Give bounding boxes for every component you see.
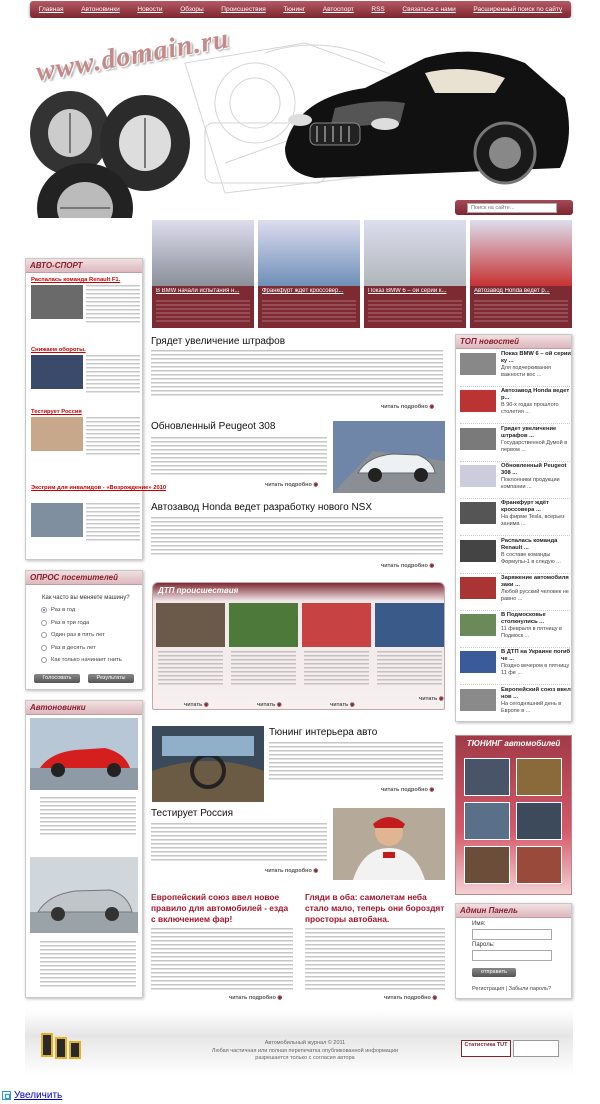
featured-caption-2[interactable]: Показ BMW 6 – ой серии к...: [368, 288, 447, 294]
featured-item-3[interactable]: [470, 220, 572, 328]
tuning-box: [455, 735, 572, 895]
tuning-title: ТЮНИНГ автомобилей: [466, 739, 561, 748]
top-news-image-1[interactable]: [460, 390, 496, 412]
poll-radio-0[interactable]: [41, 607, 47, 613]
dtp-read-1[interactable]: читать ◉: [257, 702, 282, 708]
bottom-article-title-1[interactable]: Европейский союз ввел новое правило для автомобилей - езда с включением фар!: [151, 892, 289, 924]
tires-image: [25, 88, 200, 218]
read-more-1[interactable]: читать подробно ◉: [381, 404, 434, 410]
top-news-item-2[interactable]: [460, 426, 570, 462]
poll-option-1[interactable]: [41, 620, 89, 626]
tuning-image-3[interactable]: [464, 802, 510, 840]
top-news-image-0[interactable]: [460, 353, 496, 375]
results-button[interactable]: Результаты: [88, 674, 134, 683]
nav-link-0[interactable]: Главная: [38, 6, 64, 13]
top-news-title-7[interactable]: В Подмосковье столкнулись ...: [501, 612, 546, 626]
sport-item-text-1: [86, 355, 140, 395]
featured-text-3: [474, 300, 568, 322]
footer-copyright: Автомобильный журнал © 2011: [264, 1040, 346, 1046]
top-news-snippet-0: Для подчеркивания важности вос ...: [501, 365, 552, 378]
top-news-image-3[interactable]: [460, 465, 496, 487]
article-text-2: [151, 437, 327, 477]
bmw-car-image: [275, 28, 573, 203]
article-text-3: [151, 517, 443, 557]
nav-link-7[interactable]: RSS: [371, 6, 385, 13]
featured-text-0: [156, 300, 250, 322]
poll-box: [25, 570, 143, 690]
sport-item-title-2[interactable]: Тестирует Россия: [31, 409, 82, 415]
poll-option-label-2: Один раз в пять лет: [51, 632, 105, 638]
top-news-snippet-2: Государственной Думой в первом ...: [501, 439, 568, 453]
auto-sport-box: [25, 258, 167, 560]
bmw-silver-image[interactable]: [30, 857, 138, 933]
top-news-snippet-1: В 90-х годах прошлого столетия ...: [501, 402, 559, 416]
dtp-text-3: [377, 651, 442, 687]
admin-links[interactable]: Регистрация | Забыли пароль?: [472, 986, 552, 992]
peugeot-image[interactable]: [333, 421, 445, 493]
top-news-item-0[interactable]: [460, 351, 570, 387]
novinki-title: Автоновинки: [26, 701, 142, 715]
tuning-image-6[interactable]: [516, 846, 562, 884]
login-label: Имя:: [472, 921, 486, 927]
poll-radio-3[interactable]: [41, 645, 47, 651]
top-news-title: ТОП новостей: [456, 335, 571, 349]
poll-option-4[interactable]: [41, 657, 122, 663]
tuning-image-5[interactable]: [464, 846, 510, 884]
sport-item-text-2: [86, 417, 140, 457]
top-news-snippet-4: На фирме Tesla, всерьез занима ...: [501, 514, 565, 528]
top-news-item-4[interactable]: [460, 500, 570, 536]
read-more-5[interactable]: читать подробно ◉: [265, 868, 318, 874]
top-news-item-3[interactable]: [460, 463, 570, 499]
password-input[interactable]: [472, 950, 552, 961]
dtp-image-2[interactable]: [302, 603, 371, 647]
top-news-title-1[interactable]: Автозавод Honda ведет р...: [501, 388, 570, 402]
bottom-article-text-2: [305, 928, 445, 990]
driver-image[interactable]: [333, 808, 445, 880]
top-news-title-9[interactable]: Европейский союз ввел нов ...: [501, 686, 571, 700]
vote-button[interactable]: Голосовать: [34, 674, 80, 683]
top-news-title-3[interactable]: Обновленный Peugeot 308 ...: [501, 462, 567, 476]
top-news-image-2[interactable]: [460, 428, 496, 450]
nav-link-3[interactable]: Обзоры: [180, 6, 204, 13]
article-text-5: [151, 823, 327, 863]
read-more-2[interactable]: читать подробно ◉: [265, 482, 318, 488]
sport-item-image-2[interactable]: [31, 417, 83, 451]
search-input[interactable]: [467, 203, 557, 213]
top-news-snippet-8: Поздно вечером в пятницу 11 фе ...: [501, 663, 570, 677]
password-label: Пароль:: [472, 942, 495, 948]
top-news-title-4[interactable]: Франкфурт ждёт кроссовера ...: [501, 500, 549, 514]
stats-counter-2[interactable]: [513, 1040, 559, 1057]
featured-text-2: [368, 300, 462, 322]
article-title-1[interactable]: Грядет увеличение штрафов: [151, 336, 286, 347]
featured-image-0[interactable]: [152, 220, 254, 286]
novinki-box: [25, 700, 143, 998]
dtp-text-0: [158, 651, 223, 687]
top-news-image-5[interactable]: [460, 540, 496, 562]
top-news-title-0[interactable]: Показ BMW 6 – ой серии ку ...: [501, 351, 571, 364]
dtp-image-0[interactable]: [156, 603, 225, 647]
dtp-image-1[interactable]: [229, 603, 298, 647]
site-logo[interactable]: www.domain.ru: [33, 23, 232, 88]
interior-image[interactable]: [152, 726, 264, 802]
sport-item-title-0[interactable]: Распалась команда Renault F1.: [31, 277, 121, 283]
sport-item-title-1[interactable]: Снижаем обороты.: [31, 347, 86, 353]
novinki-text-2: [40, 941, 136, 989]
novinki-text-1: [40, 797, 136, 837]
top-news-title-5[interactable]: Распалась команда Renault ...: [501, 537, 558, 551]
top-news-snippet-5: В составе команды Формулы-1 в следую ...: [501, 551, 561, 565]
sport-item-title-3[interactable]: Экстрим для инвалидов - «Возрождение» 2010: [31, 485, 167, 491]
top-news-image-8[interactable]: [460, 651, 496, 673]
top-news-item-5[interactable]: [460, 538, 570, 574]
login-input[interactable]: [472, 929, 552, 940]
article-title-3[interactable]: Автозавод Honda ведет разработку нового NSX: [151, 502, 373, 513]
honda-nsx-image[interactable]: [30, 718, 138, 790]
zoom-link[interactable]: [2, 1090, 62, 1101]
sport-item-0: [31, 277, 141, 339]
tuning-image-1[interactable]: [464, 758, 510, 796]
featured-caption-0[interactable]: В BMW начали испытания н...: [156, 288, 240, 294]
footer-logo-icon: [40, 1028, 82, 1060]
nav-link-4[interactable]: Происшествия: [221, 6, 266, 13]
poll-option-label-3: Раз в десять лет: [51, 644, 96, 651]
footer: [25, 1010, 573, 1075]
zoom-label: Увеличить: [14, 1090, 63, 1101]
header-banner: [25, 18, 573, 218]
poll-option-2[interactable]: [41, 632, 105, 638]
bottom-article-text-1: [151, 928, 293, 990]
featured-item-2[interactable]: [364, 220, 466, 328]
tuning-image-2[interactable]: [516, 758, 562, 796]
poll-radio-4[interactable]: [41, 657, 47, 663]
featured-image-2[interactable]: [364, 220, 466, 286]
nav-link-2[interactable]: Новости: [137, 6, 163, 13]
admin-title: Админ Панель: [456, 904, 571, 918]
top-news-item-8[interactable]: [460, 649, 570, 685]
dtp-read-2[interactable]: читать ◉: [330, 702, 355, 708]
top-news-title-8[interactable]: В ДТП на Украине погиб че ...: [501, 649, 571, 663]
poll-option-3[interactable]: [41, 645, 96, 651]
sport-item-text-3: [86, 503, 140, 543]
submit-button[interactable]: отправить: [472, 968, 516, 977]
featured-image-1[interactable]: [258, 220, 360, 286]
poll-option-0[interactable]: [41, 607, 75, 613]
nav-link-9[interactable]: Расширенный поиск по сайту: [473, 6, 563, 13]
poll-option-label-0: Раз в год: [51, 607, 76, 613]
featured-caption-3[interactable]: Автозавод Honda ведет р...: [474, 288, 550, 294]
footer-notice-2: разрешается только с согласия автора: [255, 1055, 355, 1061]
top-news-title-6[interactable]: Заряжение автомобиля заки ...: [501, 574, 569, 588]
tuning-image-4[interactable]: [516, 802, 562, 840]
sport-item-3: [31, 485, 167, 547]
sport-item-2: [31, 409, 141, 471]
featured-caption-1[interactable]: Франкфурт ждёт кроссовер...: [262, 288, 344, 294]
top-news-snippet-6: Любой русский человек не равно ...: [501, 588, 569, 602]
dtp-read-3[interactable]: читать ◉: [419, 696, 444, 702]
stats-counter[interactable]: Статистика TUT: [461, 1040, 511, 1057]
sport-item-image-1[interactable]: [31, 355, 83, 389]
top-news-image-9[interactable]: [460, 689, 496, 711]
nav-link-8[interactable]: Связаться с нами: [402, 6, 456, 13]
zoom-icon: [2, 1091, 11, 1100]
top-news-snippet-7: 11 февраля в пятницу в Подмоск ...: [501, 626, 562, 640]
nav-link-6[interactable]: Автоспорт: [322, 6, 354, 13]
featured-item-1[interactable]: [258, 220, 360, 328]
article-title-4[interactable]: Тюнинг интерьера авто: [269, 727, 378, 738]
poll-option-label-1: Раз в три года: [51, 619, 90, 626]
bottom-read-more-1[interactable]: читать подробно ◉: [229, 995, 282, 1001]
poll-question: Как часто вы меняете машину?: [42, 595, 130, 601]
dtp-text-2: [304, 651, 369, 687]
top-nav: [30, 1, 571, 18]
poll-option-label-4: Как только начинает гнить: [51, 657, 122, 663]
featured-image-3[interactable]: [470, 220, 572, 286]
top-news-item-6[interactable]: [460, 575, 570, 611]
top-news-title-2[interactable]: Грядет увеличение штрафов ...: [501, 425, 557, 439]
article-title-2[interactable]: Обновленный Peugeot 308: [151, 421, 276, 432]
sport-item-1: [31, 347, 141, 409]
article-text-4: [269, 742, 443, 780]
dtp-text-1: [231, 651, 296, 687]
poll-radio-1[interactable]: [41, 620, 47, 626]
top-news-item-1[interactable]: [460, 388, 570, 424]
poll-title: ОПРОС посетителей: [26, 571, 142, 585]
sport-item-image-0[interactable]: [31, 285, 83, 319]
top-news-item-9[interactable]: [460, 687, 570, 723]
dtp-box: [152, 582, 445, 710]
dtp-title: ДТП происшествия: [158, 586, 239, 595]
auto-sport-title: АВТО-СПОРТ: [26, 259, 142, 273]
featured-item-0[interactable]: [152, 220, 254, 328]
sport-item-image-3[interactable]: [31, 503, 83, 537]
article-text-1: [151, 350, 443, 398]
dtp-read-0[interactable]: читать ◉: [184, 702, 209, 708]
read-more-3[interactable]: читать подробно ◉: [381, 563, 434, 569]
top-news-item-7[interactable]: [460, 612, 570, 648]
top-news-image-7[interactable]: [460, 614, 496, 636]
sport-item-text-0: [86, 285, 140, 325]
top-news-snippet-9: На сегодняшний день в Европе в ...: [501, 700, 562, 714]
poll-radio-2[interactable]: [41, 632, 47, 638]
top-news-snippet-3: Поклонники продукции компании ...: [501, 476, 560, 490]
article-title-5[interactable]: Тестирует Россия: [151, 808, 233, 819]
featured-strip: [152, 220, 572, 328]
featured-text-1: [262, 300, 356, 322]
bottom-article-title-2[interactable]: Гляди в оба: самолетам неба стало мало, теперь они бороздят просторы автобана.: [305, 892, 445, 924]
top-news-box: [455, 334, 572, 722]
top-news-image-4[interactable]: [460, 502, 496, 524]
read-more-4[interactable]: читать подробно ◉: [381, 787, 434, 793]
nav-link-1[interactable]: Автоновинки: [81, 6, 120, 13]
footer-notice: Любая частичная или полная перепечатка опубликованной информации: [211, 1048, 399, 1054]
bottom-read-more-2[interactable]: читать подробно ◉: [384, 995, 437, 1001]
dtp-image-3[interactable]: [375, 603, 444, 647]
top-news-image-6[interactable]: [460, 577, 496, 599]
admin-box: [455, 903, 572, 999]
nav-link-5[interactable]: Тюнинг: [283, 6, 306, 13]
